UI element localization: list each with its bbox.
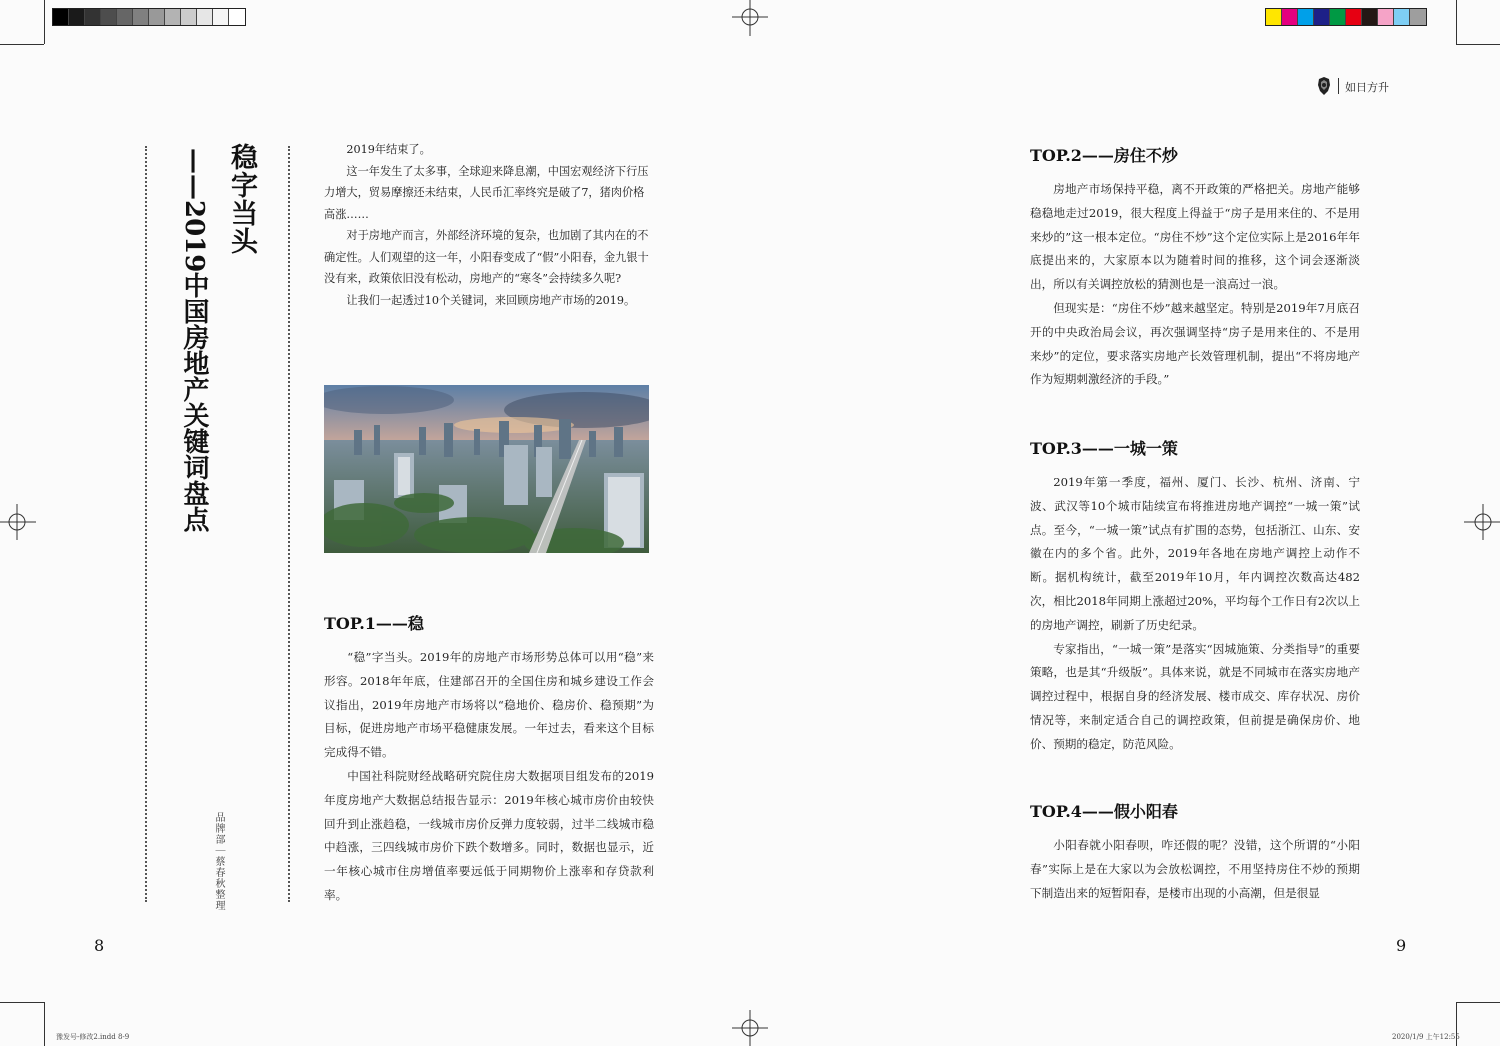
color-swatch bbox=[1394, 9, 1410, 25]
color-swatch bbox=[1330, 9, 1346, 25]
city-skyline-photo bbox=[324, 385, 649, 553]
grayscale-control-strip bbox=[52, 8, 246, 26]
intro-paragraph: 2019年结束了。 bbox=[346, 143, 431, 156]
left-dotted-rule-outer bbox=[145, 146, 147, 902]
article-title: 稳字当头 bbox=[226, 143, 257, 255]
color-swatch bbox=[1298, 9, 1314, 25]
body-paragraph: 房地产市场保持平稳，离不开政策的严格把关。房地产能够稳稳地走过2019，很大程度上得益于“房子是用来住的、不是用来炒的”这一根本定位。“房住不炒”这个定位实际上是2016年年底提出来的，大家原本以为随着时间的推移，这个词会逐渐淡出，所以有关调控放松的猜测也是一浪高过一浪。 bbox=[1030, 182, 1360, 292]
slug-timestamp: 2020/1/9 上午12:55 bbox=[1392, 1033, 1460, 1041]
color-control-strip bbox=[1265, 8, 1427, 26]
color-swatch bbox=[1282, 9, 1298, 25]
registration-mark-bottom bbox=[732, 1010, 768, 1046]
gray-swatch bbox=[229, 9, 245, 25]
section-title-top4: TOP.4——假小阳春 bbox=[1030, 802, 1178, 821]
registration-mark-top bbox=[732, 0, 768, 36]
gray-swatch bbox=[117, 9, 133, 25]
body-paragraph: 2019年第一季度，福州、厦门、长沙、杭州、济南、宁波、武汉等10个城市陆续宣布将推进房地产调控“一城一策”试点。至今，“一城一策”试点有扩围的态势，包括浙江、山东、安徽在内的多个省。此外，2019年各地在房地产调控上动作不断。据机构统计，截至2019年10月，年内调控次数高达482次，相比2018年同期上涨超过20%，平均每个工作日有2次以上的房地产调控，刷新了历史纪录。 bbox=[1030, 475, 1360, 632]
gray-swatch bbox=[85, 9, 101, 25]
color-swatch bbox=[1410, 9, 1426, 25]
brand-name: 如日方升 bbox=[1345, 81, 1389, 94]
color-swatch bbox=[1378, 9, 1394, 25]
left-dotted-rule-inner bbox=[288, 146, 290, 902]
body-paragraph: “稳”字当头。2019年的房地产市场形势总体可以用“稳”来形容。2018年年底，住建部召开的全国住房和城乡建设工作会议指出，2019年房地产市场将以“稳地价、稳房价、稳预期”为目标，促进房地产市场平稳健康发展。一年过去，看来这个目标完成得不错。 bbox=[324, 650, 654, 760]
gray-swatch bbox=[133, 9, 149, 25]
body-paragraph: 但现实是：“房住不炒”越来越坚定。特别是2019年7月底召开的中央政治局会议，再次强调坚持“房子是用来住的、不是用来炒”的定位，要求落实房地产长效管理机制，提出“不将房地产作为短期刺激经济的手段。” bbox=[1030, 300, 1360, 387]
gray-swatch bbox=[165, 9, 181, 25]
page-number-left: 8 bbox=[94, 936, 105, 955]
gray-swatch bbox=[101, 9, 117, 25]
gray-swatch bbox=[53, 9, 69, 25]
section-body-top4 bbox=[1030, 834, 1360, 905]
header-divider bbox=[1338, 78, 1339, 94]
color-swatch bbox=[1266, 9, 1282, 25]
gray-swatch bbox=[69, 9, 85, 25]
lion-crest-icon bbox=[1316, 77, 1332, 95]
gray-swatch bbox=[149, 9, 165, 25]
registration-mark-right bbox=[1464, 504, 1500, 540]
author-credit: 品牌部｜蔡春秋整理 bbox=[213, 812, 224, 911]
body-paragraph: 专家指出，“一城一策”是落实“因城施策、分类指导”的重要策略，也是其“升级版”。具体来说，就是不同城市在落实房地产调控过程中，根据自身的经济发展、楼市成交、库存状况、房价情况等，来制定适合自己的调控政策，但前提是确保房价、地价、预期的稳定，防范风险。 bbox=[1030, 641, 1360, 751]
intro-paragraph: 这一年发生了太多事，全球迎来降息潮，中国宏观经济下行压力增大，贸易摩擦还未结束，人民币汇率终究是破了7，猪肉价格高涨…… bbox=[324, 164, 649, 221]
section-title-top3: TOP.3——一城一策 bbox=[1030, 439, 1178, 458]
body-paragraph: 小阳春就小阳春呗，咋还假的呢？没错，这个所谓的“小阳春”实际上是在大家以为会放松调控，不用坚持房住不炒的预期下制造出来的短暂阳春，是楼市出现的小高潮，但是很显 bbox=[1030, 838, 1360, 900]
gray-swatch bbox=[197, 9, 213, 25]
color-swatch bbox=[1346, 9, 1362, 25]
gray-swatch bbox=[181, 9, 197, 25]
intro-text bbox=[324, 139, 650, 311]
section-body-top1 bbox=[324, 646, 654, 908]
section-title-top2: TOP.2——房住不炒 bbox=[1030, 146, 1178, 165]
body-paragraph: 中国社科院财经战略研究院住房大数据项目组发布的2019年度房地产大数据总结报告显示：2019年核心城市房价由较快回升到止涨趋稳，一线城市房价反弹力度较弱，过半二线城市稳中趋涨，三四线城市房价下跌个数增多。同时，数据也显示，近一年核心城市住房增值率要远低于同期物价上涨率和存贷款利率。 bbox=[324, 768, 654, 902]
section-body-top3 bbox=[1030, 471, 1360, 757]
article-subtitle: ——2019中国房地产关键词盘点 bbox=[179, 148, 209, 533]
section-body-top2 bbox=[1030, 178, 1360, 392]
registration-mark-left bbox=[0, 504, 36, 540]
intro-paragraph: 对于房地产而言，外部经济环境的复杂，也加剧了其内在的不确定性。人们观望的这一年，小阳春变成了“假”小阳春，金九银十没有来，政策依旧没有松动，房地产的“寒冬”会持续多久呢? bbox=[324, 229, 649, 285]
color-swatch bbox=[1362, 9, 1378, 25]
slug-file-info: 豫发号-修改2.indd 8-9 bbox=[56, 1033, 130, 1041]
intro-paragraph: 让我们一起透过10个关键词，来回顾房地产市场的2019。 bbox=[346, 293, 636, 307]
color-swatch bbox=[1314, 9, 1330, 25]
gray-swatch bbox=[213, 9, 229, 25]
page-number-right: 9 bbox=[1396, 936, 1407, 955]
section-title-top1: TOP.1——稳 bbox=[324, 614, 424, 633]
